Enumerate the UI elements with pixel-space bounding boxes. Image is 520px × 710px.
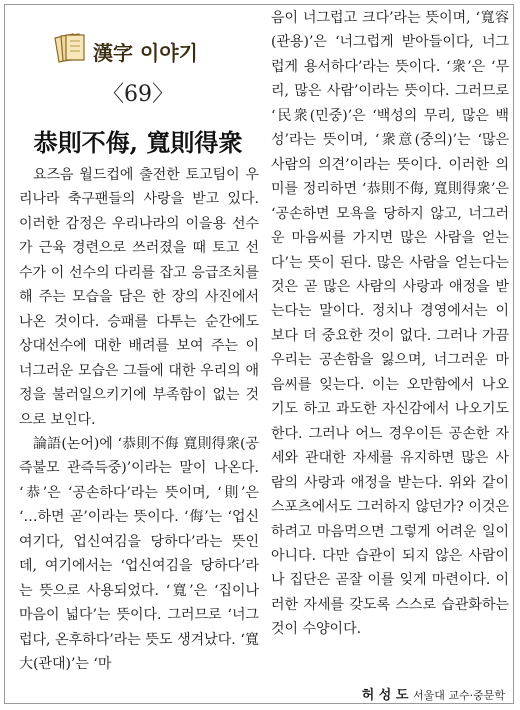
paragraph: 요즈음 월드컵에 출전한 토고팀이 우리나라 축구팬들의 사랑을 받고 있다. 이러한 감정은 우리나라의 이을용 선수가 근육 경련으로 쓰러졌을 때 토고 선수가 이 선수의 다리를 잡고 응급조치를 해 주는 모습을 담은 한 장의 사진에서 나온 것이다. 승패를 다투는 순간에도 상대선수에 대한 배려를 보여 주는 이 너그러운 모습은 그들에 대한 우리의 애정을 불러일으키기에 부족함이 없는 것으로 보인다. <box>19 167 259 428</box>
scroll-icon <box>51 31 87 65</box>
column-header <box>51 31 251 65</box>
paragraph: 論語(논어)에 ‘恭則不侮 寬則得衆(공즉불모 관즉득중)’이라는 말이 나온다. ‘恭’은 ‘공손하다’라는 뜻이며, ‘則’은 ‘…하면 곧’이라는 뜻이다. ‘侮’는 ‘업신여기다, 업신여김을 당하다’라는 뜻인데, 여기에서는 ‘업신여김을 당하다’라는 뜻으로 사용되었다. ‘寬’은 ‘집이나 마음이 넓다’는 뜻이다. 그러므로 ‘너그럽다, 온후하다’라는 뜻도 생겨났다. ‘寬大(관대)’는 ‘마 <box>19 435 259 673</box>
byline <box>362 684 505 703</box>
author-name: 허 성 도 <box>361 688 409 703</box>
issue-number: 〈69〉 <box>102 82 174 107</box>
series-title: 漢字 이야기 <box>93 41 198 65</box>
article-frame <box>4 4 514 704</box>
headline: 恭則不侮, 寬則得衆 <box>33 128 243 157</box>
left-column <box>13 5 263 705</box>
right-body <box>271 6 509 642</box>
author-affiliation: 서울대 교수·중문학 <box>412 689 505 702</box>
right-column <box>271 5 511 705</box>
left-body <box>19 163 259 677</box>
paragraph: 음이 너그럽고 크다’라는 뜻이며, ‘寬容(관용)’은 ‘너그럽게 받아들이다, 너그럽게 용서하다’라는 뜻이다. ‘衆’은 ‘무리, 많은 사람’이라는 뜻이다. 그러므로 ‘民衆(민중)’은 ‘백성의 무리, 많은 백성’라는 뜻이며, ‘衆意(중의)’는 ‘많은 사람의 의견’이라는 뜻이다. 이러한 의미를 정리하면 ‘恭則不侮, 寬則得衆’은 ‘공손하면 모욕을 당하지 않고, 너그러운 마음씨를 가지면 많은 사람을 얻는다’는 뜻이 된다. 많은 사람을 얻는다는 것은 곧 많은 사람의 사랑과 애정을 받는다는 말이다. 정치나 경영에서는 이보다 더 중요한 것이 없다. 그러나 가끔 우리는 공손함을 잃으며, 너그러운 마음씨를 잊는다. 이는 오만함에서 나오기도 하고 과도한 자신감에서 나오기도 한다. 그러나 어느 경우이든 공손한 자세와 관대한 자세를 유지하면 많은 사람의 사랑과 애정을 받는다. 위와 같이 스포츠에서도 그러하지 않던가? 이것은 하려고 마음먹으면 그렇게 어려운 일이 아니다. 다만 습관이 되지 않은 사람이나 집단은 곧잘 이를 잊게 마련이다. 이러한 자세를 갖도록 스스로 습관화하는 것이 수양이다. <box>271 10 509 638</box>
